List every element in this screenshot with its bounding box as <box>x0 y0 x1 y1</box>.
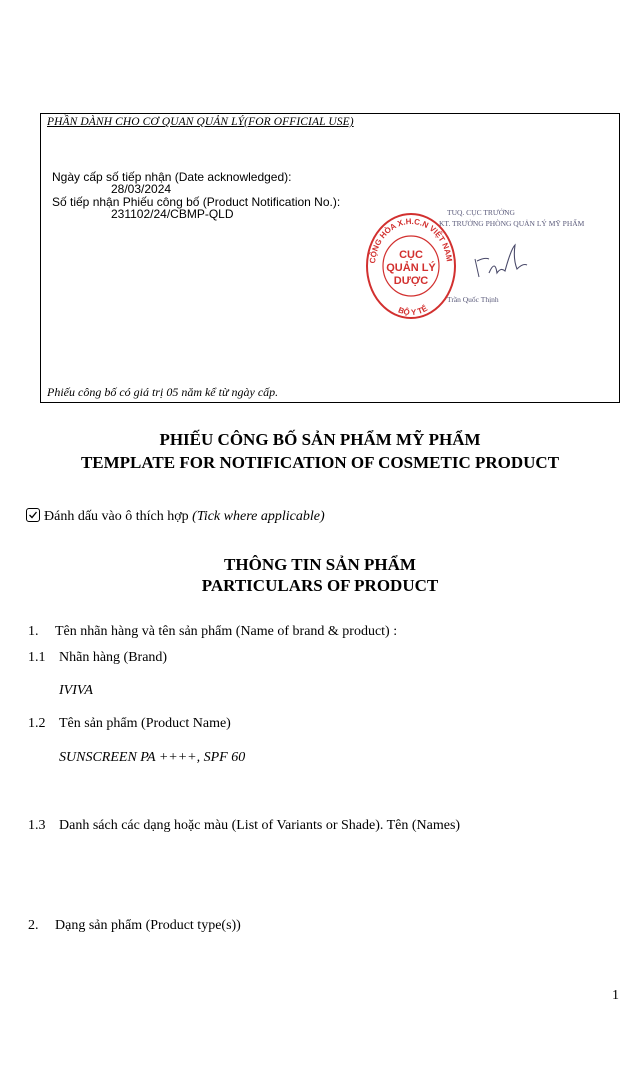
item-1-1-label: Nhãn hàng (Brand) <box>59 650 168 665</box>
date-acknowledged-value: 28/03/2024 <box>111 182 172 196</box>
signature-line-2: KT. TRƯỞNG PHÒNG QUẢN LÝ MỸ PHẨM <box>439 219 585 228</box>
signer-name: Trần Quốc Thịnh <box>447 295 499 304</box>
stamp-line-1: CỤC <box>399 249 423 261</box>
validity-note: Phiếu công bố có giá trị 05 năm kể từ ngày cấp. <box>47 385 279 399</box>
official-use-box <box>40 113 620 403</box>
item-1-3-label: Danh sách các dạng hoặc màu (List of Variants or Shade). Tên (Names) <box>59 818 461 833</box>
section-title-english: PARTICULARS OF PRODUCT <box>201 576 439 595</box>
date-acknowledged-label: Ngày cấp số tiếp nhận (Date acknowledged): <box>52 170 292 184</box>
item-1-label: Tên nhãn hàng và tên sản phẩm (Name of brand & product) : <box>55 624 398 639</box>
notification-number-value: 231102/24/CBMP-QLD <box>111 207 234 221</box>
official-use-header: PHẦN DÀNH CHO CƠ QUAN QUẢN LÝ(FOR OFFICIAL USE) <box>47 116 354 128</box>
signature-line-1: TUQ. CỤC TRƯỞNG <box>447 208 515 217</box>
brand-value: IVIVA <box>59 683 93 698</box>
stamp-bottom-text: BỘ Y TẾ <box>396 303 429 318</box>
item-2-number: 2. <box>28 918 39 933</box>
item-1-number: 1. <box>28 624 39 639</box>
item-1-3-number: 1.3 <box>28 818 46 833</box>
notification-number-label: Số tiếp nhận Phiếu công bố (Product Notification No.): <box>52 195 341 209</box>
checked-box-icon <box>26 508 40 522</box>
stamp-ring-text: CỘNG HÒA X.H.C.N VIỆT NAM <box>368 216 454 264</box>
item-2-label: Dạng sản phẩm (Product type(s)) <box>55 918 241 933</box>
stamp-line-3: DƯỢC <box>393 275 429 287</box>
official-stamp-seal <box>363 208 459 324</box>
product-name-value: SUNSCREEN PA ++++, SPF 60 <box>59 750 246 765</box>
item-1-2-label: Tên sản phẩm (Product Name) <box>59 716 231 731</box>
title-vietnamese: PHIẾU CÔNG BỐ SẢN PHẨM MỸ PHẨM <box>159 430 481 449</box>
section-title-vietnamese: THÔNG TIN SẢN PHẨM <box>224 555 416 574</box>
page-number: 1 <box>612 988 619 1003</box>
item-1-2-number: 1.2 <box>28 716 46 731</box>
tick-instruction-vi: Đánh dấu vào ô thích hợp <box>44 509 189 524</box>
item-1-1-number: 1.1 <box>28 650 46 665</box>
tick-instruction <box>44 509 325 525</box>
stamp-line-2: QUẢN LÝ <box>386 262 436 274</box>
tick-instruction-en: (Tick where applicable) <box>192 509 325 524</box>
title-english: TEMPLATE FOR NOTIFICATION OF COSMETIC PRODUCT <box>80 453 560 472</box>
handwritten-signature <box>471 239 531 284</box>
